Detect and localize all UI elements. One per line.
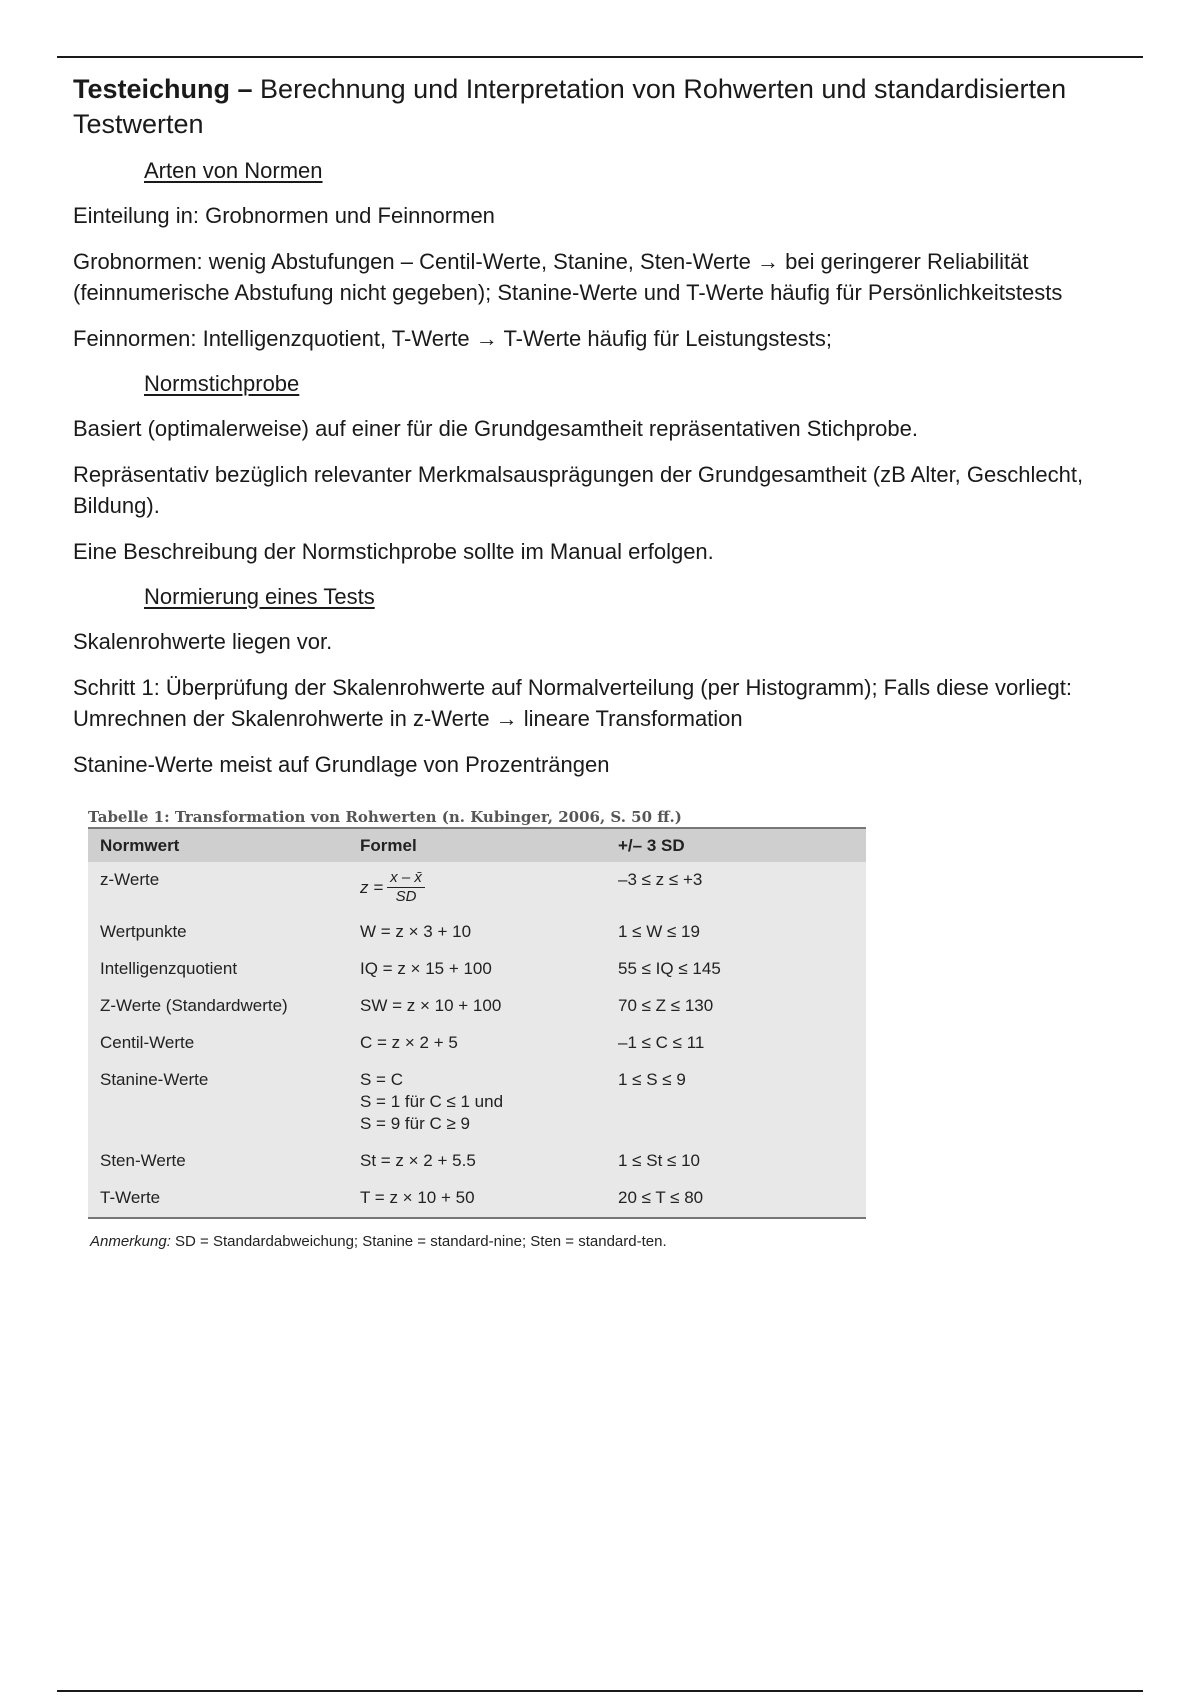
table-row [88,1025,866,1062]
cell-range: –1 ≤ C ≤ 11 [618,1033,705,1052]
paragraph: Basiert (optimalerweise) auf einer für die Grundgesamtheit repräsentativen Stichprobe. [73,416,918,441]
section-heading-normstichprobe: Normstichprobe [144,371,300,396]
cell-range: 70 ≤ Z ≤ 130 [618,996,714,1015]
section-heading-arten-von-normen: Arten von Normen [144,158,323,183]
paragraph: Repräsentativ bezüglich relevanter Merkmalsausprägungen der Grundgesamtheit (zB Alter, Geschlecht, Bildung). [73,462,1084,518]
cell-formula: SW = z × 10 + 100 [360,996,502,1015]
norm-table-figure [88,808,866,1250]
cell-range: 1 ≤ St ≤ 10 [618,1151,700,1170]
title-rest: Berechnung und Interpretation von Rohwerten und standardisierten Testwerten [73,74,1067,139]
table-row [88,914,866,951]
header-range: +/– 3 SD [606,828,866,862]
table-row [88,951,866,988]
document-body [73,72,1133,795]
header-normwert: Normwert [88,828,348,862]
cell-range: 1 ≤ S ≤ 9 [618,1070,686,1089]
table-row [88,1143,866,1180]
paragraph: Eine Beschreibung der Normstichprobe sollte im Manual erfolgen. [73,539,714,564]
table-row [88,1062,866,1143]
z-formula: z = $\frac{x - x̄}{SD}$ [360,869,425,906]
cell-range: –3 ≤ z ≤ +3 [618,870,703,889]
table-header-row [88,828,866,862]
cell-formula: IQ = z × 15 + 100 [360,959,492,978]
cell-formula: S = C S = 1 für C ≤ 1 und S = 9 für C ≥ 9 [360,1070,504,1133]
cell-formula: W = z × 3 + 10 [360,922,472,941]
cell-formula: C = z × 2 + 5 [360,1033,458,1052]
table-row [88,1180,866,1218]
paragraph: Skalenrohwerte liegen vor. [73,629,333,654]
section-heading-normierung: Normierung eines Tests [144,584,375,609]
table-row [88,988,866,1025]
title-bold: Testeichung – [73,74,253,104]
paragraph: Schritt 1: Überprüfung der Skalenrohwerte auf Normalverteilung (per Histogramm); Falls diese vorliegt: Umrechnen der Skalenrohwerte in z-Werte → lineare Transformation [73,675,1072,731]
note-text: SD = Standardabweichung; Stanine = standard-nine; Sten = standard-ten. [170,1233,667,1250]
cell-name: Intelligenzquotient [100,959,238,978]
cell-name: Sten-Werte [100,1151,186,1170]
cell-name: Wertpunkte [100,922,187,941]
cell-range: 55 ≤ IQ ≤ 145 [618,959,721,978]
paragraph: Stanine-Werte meist auf Grundlage von Prozenträngen [73,752,610,777]
paragraph: Grobnormen: wenig Abstufungen – Centil-Werte, Stanine, Sten-Werte → bei geringerer Reliabilität (feinnumerische Abstufung nicht gegeben); Stanine-Werte und T-Werte häufig für Persönlichkeitstests [73,249,1063,305]
header-formel: Formel [348,828,606,862]
bottom-rule [57,1690,1143,1692]
note-label: Anmerkung: [90,1233,171,1250]
table-note [90,1233,866,1250]
paragraph: Feinnormen: Intelligenzquotient, T-Werte → T-Werte häufig für Leistungstests; [73,326,832,351]
top-rule [57,56,1143,58]
cell-formula [348,862,606,914]
cell-name: Z-Werte (Standardwerte) [100,996,288,1015]
table-row [88,862,866,914]
cell-range: 1 ≤ W ≤ 19 [618,922,700,941]
cell-formula: St = z × 2 + 5.5 [360,1151,476,1170]
cell-name: Stanine-Werte [100,1070,209,1089]
document-title [73,72,1133,142]
cell-name: Centil-Werte [100,1033,195,1052]
cell-name: T-Werte [100,1188,161,1207]
norm-transformation-table [88,827,866,1219]
cell-name: z-Werte [100,870,160,889]
cell-range: 20 ≤ T ≤ 80 [618,1188,704,1207]
table-caption-clipped: Tabelle 1: Transformation von Rohwerten (n. Kubinger, 2006, S. 50 ff.) [88,808,682,826]
paragraph: Einteilung in: Grobnormen und Feinnormen [73,203,495,228]
cell-formula: T = z × 10 + 50 [360,1188,475,1207]
